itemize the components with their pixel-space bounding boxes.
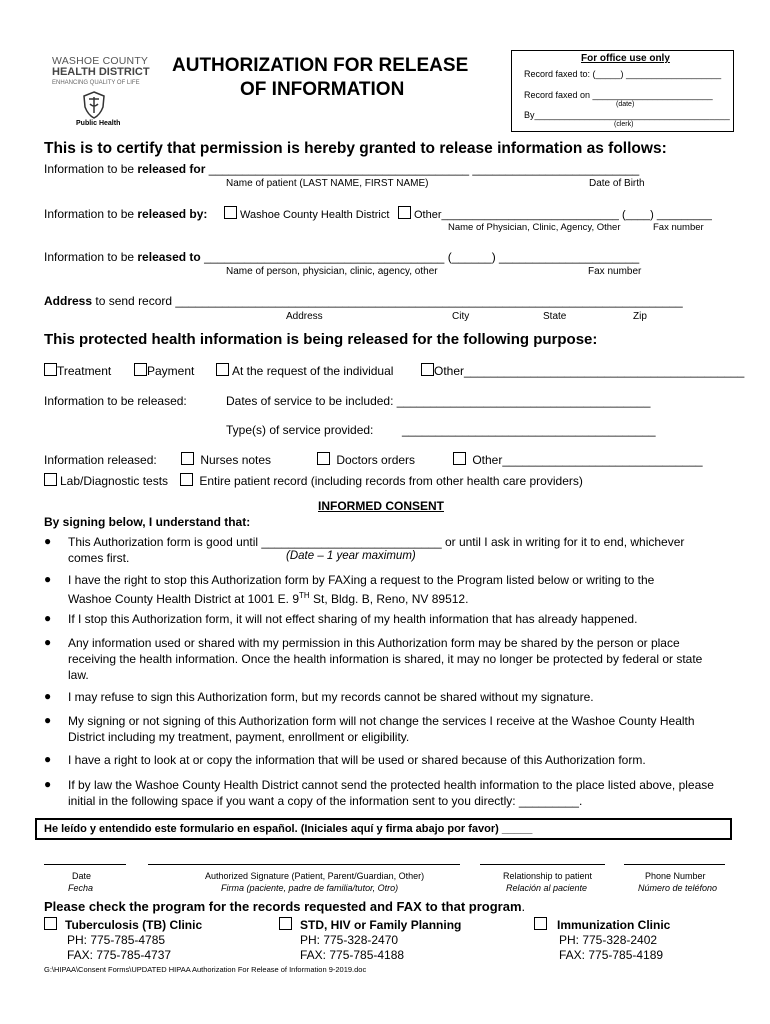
- released-by-row: Information to be released by:: [44, 207, 208, 221]
- payment-checkbox[interactable]: [134, 363, 147, 376]
- form-title-line2: OF INFORMATION: [240, 79, 405, 100]
- date-label-en: Date: [72, 871, 92, 881]
- patient-name-caption: Name of patient (LAST NAME, FIRST NAME): [226, 178, 429, 189]
- lab-tests-checkbox[interactable]: [44, 473, 57, 486]
- imm-fax: FAX: 775-785-4189: [559, 948, 664, 962]
- consent-intro: By signing below, I understand that:: [44, 515, 251, 529]
- authorized-signature-line[interactable]: [148, 864, 460, 865]
- info-released-label: Information released:: [44, 453, 157, 467]
- entire-record-checkbox[interactable]: [180, 473, 193, 486]
- zip-caption: Zip: [633, 311, 647, 322]
- std-clinic-option[interactable]: STD, HIV or Family Planning: [279, 917, 461, 932]
- spanish-initials-text: He leído y entendido este formulario en español. (Iniciales aquí y firma abajo por favor) _____: [44, 823, 533, 835]
- doctors-orders-option[interactable]: Doctors orders: [317, 452, 415, 467]
- date-label-es: Fecha: [68, 883, 94, 893]
- clerk-caption: (clerk): [614, 121, 634, 128]
- released-by-other-field[interactable]: _____________________________ (____) _________: [441, 209, 712, 221]
- bullet-8-icon: ●: [44, 777, 52, 791]
- address-caption: Address: [286, 311, 323, 322]
- released-to-field[interactable]: ____________________________________ (______) _____________________: [200, 250, 640, 264]
- consent-bullet-4: Any information used or shared with my permission in this Authorization form may be shared by the person or place receiving the health information. Once the health information is shared, it may no longer be protected by federal or state law.: [68, 636, 703, 682]
- treatment-checkbox[interactable]: [44, 363, 57, 376]
- purpose-payment[interactable]: Payment: [134, 363, 194, 378]
- tb-clinic-option[interactable]: Tuberculosis (TB) Clinic: [44, 917, 202, 932]
- request-checkbox[interactable]: [216, 363, 229, 376]
- released-by-other[interactable]: Other_____________________________ (____) _________: [398, 206, 712, 221]
- bullet-5-icon: ●: [44, 689, 52, 703]
- consent-bullet-5: I may refuse to sign this Authorization form, but my records cannot be shared without my signature.: [68, 690, 594, 704]
- released-to-caption: Name of person, physician, clinic, agency, other: [226, 266, 438, 277]
- program-heading: Please check the program for the records requested and FAX to that program.: [44, 899, 526, 914]
- city-caption: City: [452, 311, 470, 322]
- tb-fax: FAX: 775-785-4737: [67, 948, 172, 962]
- signature-label-es: Firma (paciente, padre de familia/tutor, Otro): [221, 883, 399, 893]
- dob-caption: Date of Birth: [589, 178, 645, 189]
- phone-label-en: Phone Number: [645, 871, 706, 881]
- purpose-other-checkbox[interactable]: [421, 363, 434, 376]
- physician-caption: Name of Physician, Clinic, Agency, Other: [448, 222, 621, 233]
- tb-phone: PH: 775-785-4785: [67, 933, 166, 947]
- info-other-checkbox[interactable]: [453, 452, 466, 465]
- purpose-request[interactable]: At the request of the individual: [216, 363, 393, 378]
- file-path-footer: G:\HIPAA\Consent Forms\UPDATED HIPAA Authorization For Release of Information 9-2019.doc: [44, 965, 367, 974]
- released-to-row: Information to be released to ____________________________________ (______) _____________________: [44, 250, 640, 264]
- entire-record-option[interactable]: Entire patient record (including records from other health care providers): [180, 473, 583, 488]
- info-other-option[interactable]: Other______________________________: [453, 452, 703, 467]
- types-of-service-label: Type(s) of service provided:: [226, 423, 374, 437]
- relationship-label-es: Relación al paciente: [506, 883, 588, 893]
- logo-caption: Public Health: [76, 120, 121, 127]
- address-row: Address to send record ____________________________________________________________________________: [44, 294, 683, 308]
- std-phone: PH: 775-328-2470: [300, 933, 399, 947]
- consent-bullet-7: I have a right to look at or copy the information that will be used or shared because of this Authorization form.: [68, 753, 646, 767]
- consent-bullet-1: This Authorization form is good until ___________________________ or until I ask in writing for it to end, whichever comes first.: [68, 535, 685, 565]
- immunization-clinic-option[interactable]: Immunization Clinic: [534, 917, 670, 932]
- relationship-label-en: Relationship to patient: [503, 871, 593, 881]
- date-caption: (date): [616, 101, 635, 108]
- info-to-be-released-label: Information to be released:: [44, 394, 187, 408]
- relationship-line[interactable]: [480, 864, 605, 865]
- record-by[interactable]: By_______________________________________: [524, 110, 730, 120]
- consent-bullet-8: If by law the Washoe County Health District cannot send the protected health information to the place listed above, please initial in the following space if you want a copy of the information sent to you directly: _________.: [68, 778, 714, 808]
- nurses-notes-option[interactable]: Nurses notes: [181, 452, 271, 467]
- washoe-checkbox[interactable]: [224, 206, 237, 219]
- signature-label-en: Authorized Signature (Patient, Parent/Guardian, Other): [205, 871, 425, 881]
- consent-bullet-3: If I stop this Authorization form, it will not effect sharing of my health information that has already happened.: [68, 612, 638, 626]
- phone-label-es: Número de teléfono: [638, 883, 718, 893]
- bullet-7-icon: ●: [44, 752, 52, 766]
- types-of-service-field[interactable]: ______________________________________: [402, 423, 656, 437]
- record-faxed-on[interactable]: Record faxed on ________________________: [524, 90, 713, 100]
- nurses-notes-checkbox[interactable]: [181, 452, 194, 465]
- bullet-3-icon: ●: [44, 611, 52, 625]
- state-caption: State: [543, 311, 567, 322]
- date-signature-line[interactable]: [44, 864, 126, 865]
- purpose-heading: This protected health information is being released for the following purpose:: [44, 331, 598, 348]
- bullet-2-icon: ●: [44, 572, 52, 586]
- released-by-washoe[interactable]: Washoe County Health District: [224, 206, 389, 221]
- immunization-clinic-checkbox[interactable]: [534, 917, 547, 930]
- shield-logo-icon: [82, 91, 106, 119]
- purpose-other[interactable]: Other__________________________________________: [421, 363, 744, 378]
- std-clinic-checkbox[interactable]: [279, 917, 292, 930]
- released-by-other-checkbox[interactable]: [398, 206, 411, 219]
- informed-consent-heading: INFORMED CONSENT: [318, 499, 444, 513]
- bullet-1-icon: ●: [44, 534, 52, 548]
- record-faxed-to[interactable]: Record faxed to: (_____) ___________________: [524, 69, 722, 79]
- consent-bullet-2: I have the right to stop this Authorization form by FAXing a request to the Program listed below or writing to the Washoe County Health District at 1001 E. 9TH St, Bldg. B, Reno, NV 89512.: [68, 573, 655, 606]
- imm-phone: PH: 775-328-2402: [559, 933, 658, 947]
- office-use-heading: For office use only: [581, 53, 670, 64]
- certify-heading: This is to certify that permission is hereby granted to release information as follows:: [44, 140, 667, 157]
- office-use-box: [511, 50, 734, 132]
- purpose-treatment[interactable]: Treatment: [44, 363, 111, 378]
- released-to-fax-caption: Fax number: [588, 266, 642, 277]
- patient-name-dob-field[interactable]: _______________________________________ _________________________: [205, 162, 640, 176]
- dates-of-service-field[interactable]: Dates of service to be included: ______________________________________: [226, 394, 651, 408]
- bullet-6-icon: ●: [44, 713, 52, 727]
- bullet-4-icon: ●: [44, 635, 52, 649]
- lab-tests-option[interactable]: Lab/Diagnostic tests: [44, 473, 168, 488]
- consent-bullet-6: My signing or not signing of this Authorization form will not change the services I receive at the Washoe County Health District including my treatment, payment, enrollment or eligibility.: [68, 714, 695, 744]
- doctors-orders-checkbox[interactable]: [317, 452, 330, 465]
- logo-line2: HEALTH DISTRICT: [52, 66, 150, 78]
- logo-line3: ENHANCING QUALITY OF LIFE: [52, 80, 140, 86]
- released-for-row: Information to be released for _______________________________________ _________________________: [44, 162, 640, 176]
- form-title-line1: AUTHORIZATION FOR RELEASE: [172, 55, 469, 76]
- std-fax: FAX: 775-785-4188: [300, 948, 405, 962]
- tb-clinic-checkbox[interactable]: [44, 917, 57, 930]
- phone-number-line[interactable]: [624, 864, 725, 865]
- released-by-fax-caption: Fax number: [653, 222, 704, 233]
- logo-line1: WASHOE COUNTY: [52, 55, 149, 67]
- date-max-caption: (Date – 1 year maximum): [286, 550, 416, 562]
- spanish-initials-box[interactable]: [35, 818, 732, 840]
- address-field[interactable]: to send record ____________________________________________________________________________: [92, 294, 683, 308]
